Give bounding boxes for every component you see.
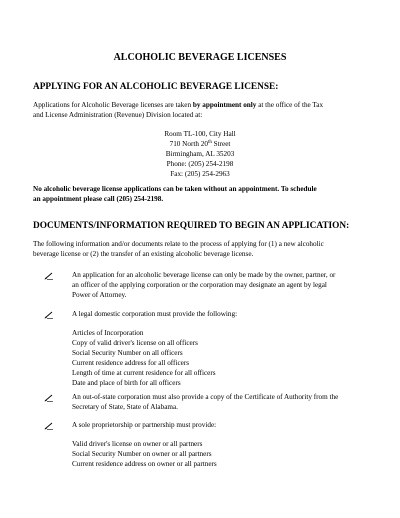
address-line-city: Birmingham, AL 35203 — [165, 150, 235, 158]
list-item: Copy of valid driver's license on all officers — [72, 339, 198, 347]
bullet1-line3: Power of Attorney. — [72, 291, 127, 299]
bullet1-line1: An application for an alcoholic beverage license can only be made by the owner, partner, or — [72, 271, 336, 279]
list-item: Social Security Number on all officers — [72, 349, 183, 357]
list-item: Valid driver's license on owner or all partners — [72, 440, 203, 448]
section1-heading: APPLYING FOR AN ALCOHOLIC BEVERAGE LICENSE: — [33, 82, 279, 92]
address-line-fax: Fax: (205) 254-2963 — [170, 170, 230, 178]
list-item: Social Security Number on owner or all partners — [72, 450, 212, 458]
address-line-phone: Phone: (205) 254-2198 — [166, 160, 234, 168]
list-item: Current residence address on owner or all partners — [72, 460, 217, 468]
section2-intro-line1: The following information and/or documents relate to the process of applying for (1) a new alcoholic — [33, 240, 324, 248]
appointment-notice-line1: No alcoholic beverage license applications can be taken without an appointment. To schedule — [33, 185, 317, 193]
appointment-notice-line2: an appointment please call (205) 254-2198. — [33, 195, 164, 203]
section1-intro-line1 — [33, 101, 323, 111]
section1-intro-line2: and License Administration (Revenue) Division located at: — [33, 111, 203, 119]
pen-bullet-icon — [43, 421, 55, 431]
bullet3-line2: Secretary of State, State of Alabama. — [72, 403, 178, 411]
pen-bullet-icon — [43, 310, 55, 320]
section2-heading: DOCUMENTS/INFORMATION REQUIRED TO BEGIN AN APPLICATION: — [33, 221, 350, 231]
pen-bullet-icon — [43, 393, 55, 403]
list-item: Length of time at current residence for all officers — [72, 369, 216, 377]
pen-bullet-icon — [43, 271, 55, 281]
bullet4-line1: A sole proprietorship or partnership must provide: — [72, 421, 217, 429]
list-item: Articles of Incorporation — [72, 329, 144, 337]
list-item: Current residence address for all officers — [72, 359, 190, 367]
intro-text-end: at the office of the Tax — [256, 101, 324, 109]
bullet1-line2: an officer of the applying corporation or the corporation may designate an agent by legal — [72, 281, 327, 289]
page-title: ALCOHOLIC BEVERAGE LICENSES — [113, 52, 287, 63]
section2-intro-line2: beverage license or (2) the transfer of an existing alcoholic beverage license. — [33, 250, 254, 258]
intro-text-start: Applications for Alcoholic Beverage licenses are taken — [33, 101, 193, 109]
bullet3-line1: An out-of-state corporation must also provide a copy of the Certificate of Authority from the — [72, 393, 339, 401]
list-item: Date and place of birth for all officers — [72, 379, 181, 387]
address-line-street: 710 North 20th Street — [169, 140, 231, 148]
intro-appointment-bold: by appointment only — [192, 101, 257, 109]
bullet2-line1: A legal domestic corporation must provide the following: — [72, 310, 238, 318]
address-line-room: Room TL-100, City Hall — [164, 130, 236, 138]
